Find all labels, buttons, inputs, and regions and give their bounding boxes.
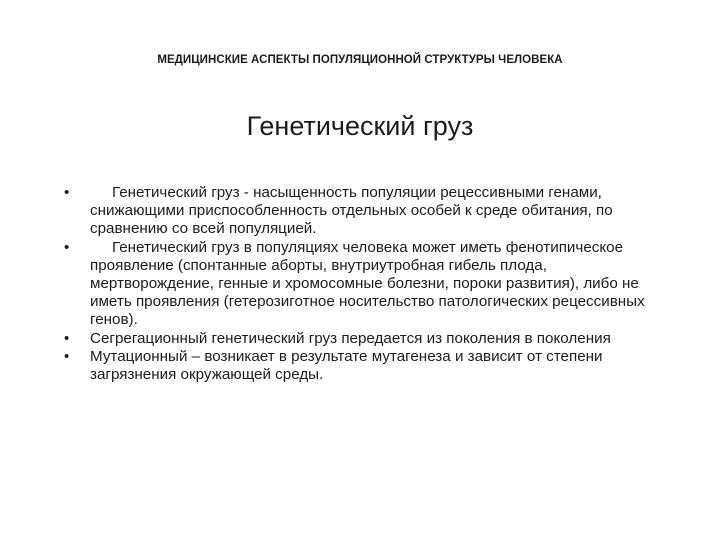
bullet-marker: • bbox=[64, 238, 70, 256]
bullet-text: Сегрегационный генетический груз передается из поколения в поколения bbox=[90, 329, 611, 347]
bullet-text: Мутационный – возникает в результате мутагенеза и зависит от степени загрязнения окружающей среды. bbox=[90, 347, 603, 384]
bullet-marker: • bbox=[64, 347, 70, 365]
slide-title: Генетический груз bbox=[246, 111, 474, 141]
bullet-item bbox=[62, 239, 652, 330]
bullet-item bbox=[62, 330, 652, 348]
bullet-list bbox=[62, 184, 652, 384]
bullet-text: Генетический груз - насыщенность популяции рецессивными генами, снижающими приспособленность отдельных особей к среде обитания, по сравнению со всей популяцией. bbox=[90, 184, 613, 238]
slide-header: МЕДИЦИНСКИЕ АСПЕКТЫ ПОПУЛЯЦИОННОЙ СТРУКТУРЫ ЧЕЛОВЕКА bbox=[157, 54, 563, 66]
bullet-text: Генетический груз в популяциях человека может иметь фенотипическое проявление (спонтанные аборты, внутриутробная гибель плода, мертворождение, генные и хромосомные болезни, пороки развития), либо не иметь проявления (гетерозиготное носительство патологических рецессивных генов). bbox=[90, 238, 645, 329]
bullet-item bbox=[62, 348, 652, 384]
bullet-item bbox=[62, 184, 652, 239]
bullet-marker: • bbox=[64, 329, 70, 347]
bullet-marker: • bbox=[64, 184, 70, 201]
